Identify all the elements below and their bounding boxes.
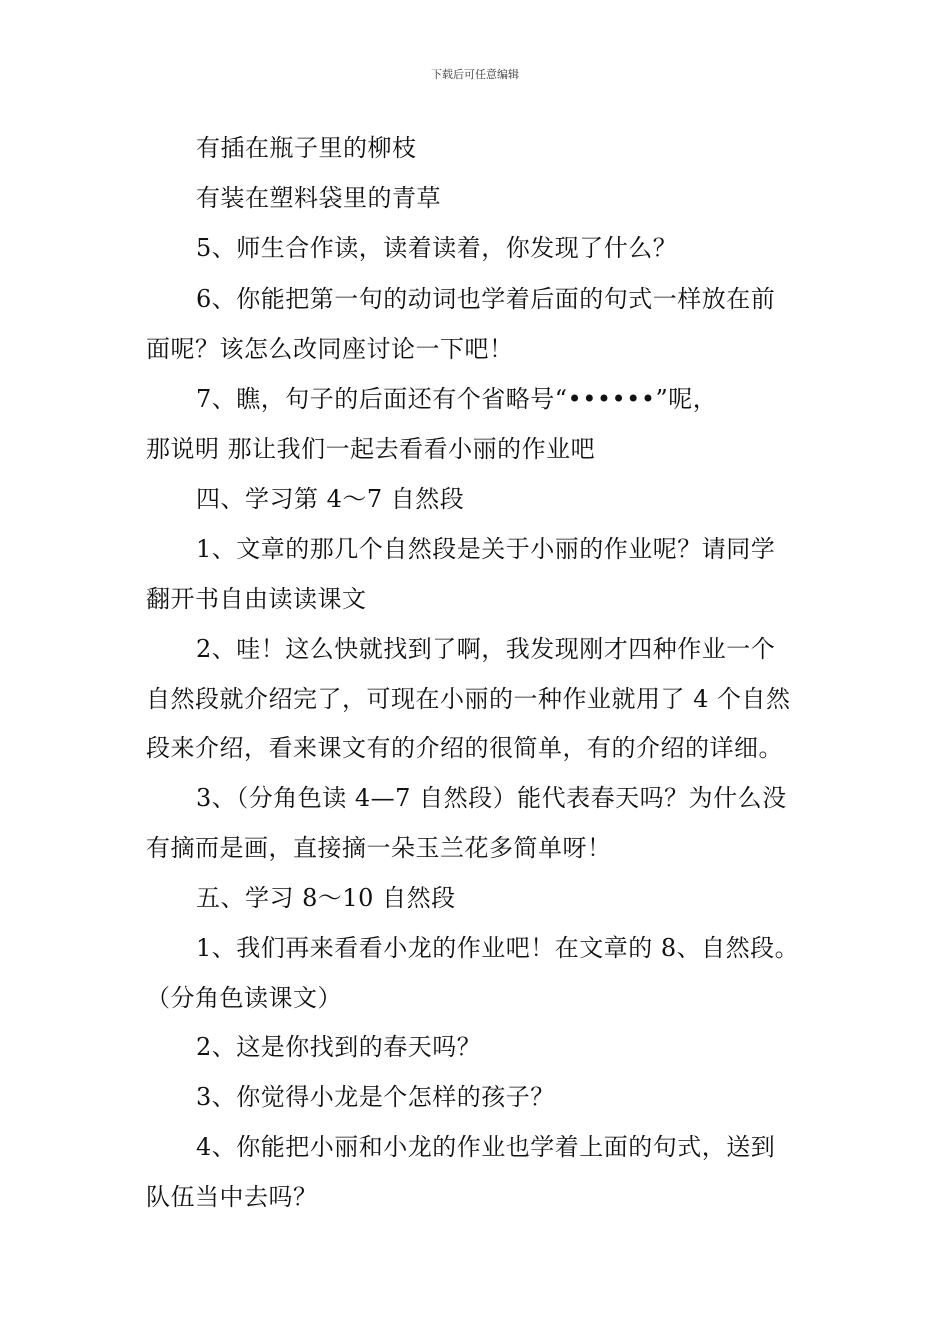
text-line: 有插在瓶子里的柳枝	[196, 134, 417, 162]
text-line: 3、你觉得小龙是个怎样的孩子？	[196, 1083, 555, 1111]
text-line: （分角色读课文）	[146, 984, 342, 1012]
text-line: 1、文章的那几个自然段是关于小丽的作业呢？请同学	[196, 535, 776, 563]
text-line: 5、师生合作读，读着读着，你发现了什么？	[196, 234, 678, 262]
text-line: 有装在塑料袋里的青草	[196, 184, 441, 212]
text-line: 7、瞧，句子的后面还有个省略号“••••••”呢，	[196, 385, 718, 413]
page-header: 下载后可任意编辑	[431, 68, 519, 81]
text-line: 3、（分角色读 4—7 自然段）能代表春天吗？为什么没	[196, 784, 787, 812]
text-line: 段来介绍，看来课文有的介绍的很简单，有的介绍的详细。	[146, 734, 783, 762]
text-line: 那说明 那让我们一起去看看小丽的作业吧	[146, 435, 596, 463]
section-heading: 四、学习第 4～7 自然段	[196, 485, 465, 513]
text-line: 自然段就介绍完了，可现在小丽的一种作业就用了 4 个自然	[146, 685, 791, 713]
text-line: 1、我们再来看看小龙的作业吧！在文章的 8、自然段。	[196, 934, 800, 962]
section-heading: 五、学习 8～10 自然段	[196, 884, 456, 912]
text-line: 2、哇！这么快就找到了啊，我发现刚才四种作业一个	[196, 635, 776, 663]
text-line: 6、你能把第一句的动词也学着后面的句式一样放在前	[196, 285, 776, 313]
text-line: 翻开书自由读读课文	[146, 585, 367, 613]
text-line: 2、这是你找到的春天吗？	[196, 1033, 482, 1061]
text-line: 4、你能把小丽和小龙的作业也学着上面的句式，送到	[196, 1133, 776, 1161]
text-line: 面呢？该怎么改同座讨论一下吧！	[146, 335, 514, 363]
text-line: 有摘而是画，直接摘一朵玉兰花多简单呀！	[146, 834, 612, 862]
text-line: 队伍当中去吗？	[146, 1183, 318, 1211]
